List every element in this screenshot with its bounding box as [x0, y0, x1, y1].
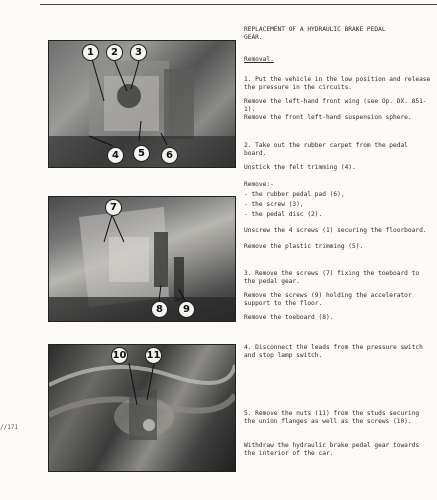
step-2-remove: Remove:-: [244, 181, 274, 188]
step-2-felt: Unstick the felt trimming (4).: [244, 164, 356, 171]
step-2-trimming: Remove the plastic trimming (5).: [244, 243, 364, 250]
photo-toeboard-art: [49, 197, 235, 321]
step-2-screw: - the screw (3),: [244, 201, 304, 208]
step-1-sphere: Remove the front left-hand suspension sphere.: [244, 114, 412, 121]
callout-6: 6: [161, 147, 178, 164]
photo-pedal-gear: [48, 344, 236, 472]
step-2-disc: - the pedal disc (2).: [244, 211, 323, 218]
callout-4: 4: [107, 147, 124, 164]
step-2: 2. Take out the rubber carpet from the pedal board.: [244, 142, 408, 157]
page-title: REPLACEMENT OF A HYDRAULIC BRAKE PEDAL GEAR.: [244, 26, 386, 41]
top-rule: [40, 4, 437, 5]
side-reference: //171: [0, 424, 19, 431]
step-2-pad: - the rubber pedal pad (6),: [244, 191, 345, 198]
callout-7: 7: [105, 199, 122, 216]
step-4: 4. Disconnect the leads from the pressure switch and stop lamp switch.: [244, 344, 423, 359]
step-2-floorboard: Unscrew the 4 screws (1) securing the floorboard.: [244, 227, 427, 234]
callout-10: 10: [111, 347, 128, 364]
step-1: 1. Put the vehicle in the low position and release the pressure in the circuits.: [244, 76, 431, 91]
photo-toeboard: [48, 196, 236, 322]
step-3-accelerator: Remove the screws (9) holding the accelerator support to the floor.: [244, 292, 412, 307]
callout-1: 1: [82, 44, 99, 61]
callout-9: 9: [178, 301, 195, 318]
step-3-toeboard: Remove the toeboard (8).: [244, 314, 334, 321]
callout-5: 5: [133, 145, 150, 162]
step-5: 5. Remove the nuts (11) from the studs securing the union flanges as well as the screws (10).: [244, 410, 420, 425]
callout-11: 11: [145, 347, 162, 364]
photo-pedal-board: [48, 40, 236, 168]
callout-3: 3: [130, 44, 147, 61]
step-3: 3. Remove the screws (7) fixing the toeboard to the pedal gear.: [244, 270, 420, 285]
callout-8: 8: [151, 301, 168, 318]
step-1-wing: Remove the left-hand front wing (see Op. DX. 851-1).: [244, 98, 427, 113]
section-removal: Removal.: [244, 56, 274, 63]
photo-pedal-gear-art: [49, 345, 235, 471]
step-5-withdraw: Withdraw the hydraulic brake pedal gear towards the interior of the car.: [244, 442, 420, 457]
callout-2: 2: [106, 44, 123, 61]
